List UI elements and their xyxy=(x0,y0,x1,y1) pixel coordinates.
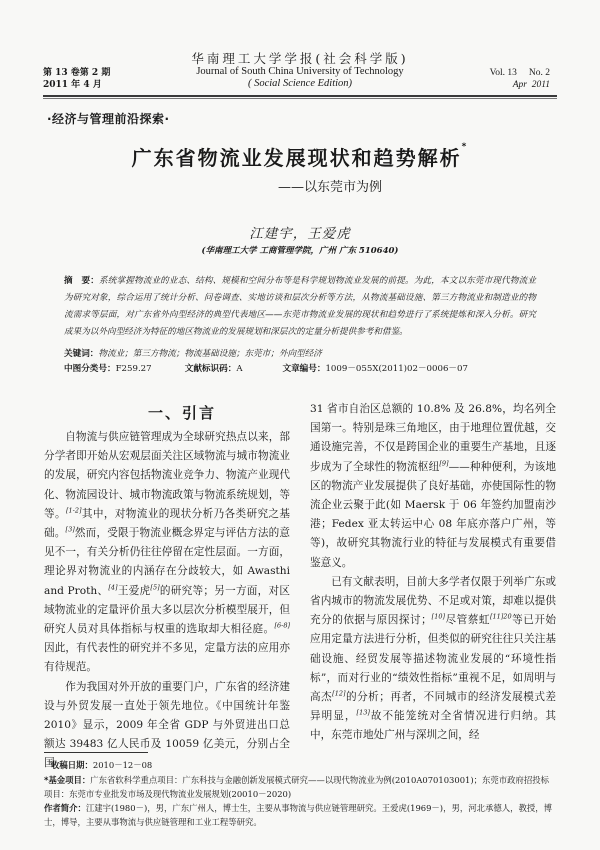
header-month: Apr xyxy=(512,80,527,90)
footnote-received xyxy=(44,758,554,772)
article-title xyxy=(0,142,600,171)
header-year: 2011 xyxy=(531,80,550,90)
fund-label: *基金项目： xyxy=(44,775,91,785)
header-rule xyxy=(43,95,557,97)
paragraph xyxy=(310,400,556,573)
paragraph-text: 的分析；再者，不同城市的经济发展模式差异明显， xyxy=(310,691,557,723)
title-footnote-mark: * xyxy=(461,142,469,152)
paragraph-text: 已有文献表明，目前大多学者仅限于列举广东或省内城市的物流发展优势、不足或对策，却难以提供充分的依据与原因探讨； xyxy=(310,575,556,627)
doc-code-value: A xyxy=(236,364,243,374)
article-no-value: 1009－055X(2011)02－0006－07 xyxy=(325,364,468,374)
clc-label: 中图分类号： xyxy=(64,364,116,374)
received-label: 收稿日期： xyxy=(51,760,93,770)
header-no: No. 2 xyxy=(528,68,550,78)
paragraph-text: 其中，对物流业的现状分析乃各类研究之基础。 xyxy=(44,507,291,540)
classification-row xyxy=(64,362,468,376)
abstract xyxy=(64,273,536,341)
header-vol: Vol. 13 xyxy=(489,68,517,78)
body-column-right xyxy=(310,400,556,746)
header-volume-en xyxy=(490,67,550,91)
footnote-author xyxy=(44,801,554,829)
citation: [11]20 xyxy=(489,612,512,621)
paragraph: 作为我国对外开放的重要门户，广东省的经济建设与外贸发展一直处于领先地位。《中国统计年鉴 2010》显示，2009 年全省 GDP 与外贸进出口总额达 39483 亿人民币及 10059 亿美元，分别占全国 xyxy=(44,680,290,770)
citation: [1-2] xyxy=(65,506,82,515)
journal-name-cn: 华南理工大学学报(社会科学版) xyxy=(191,51,409,66)
header-date: 2011 年 4 月 xyxy=(43,80,102,90)
footnote-rule xyxy=(44,752,148,753)
header-issue-info xyxy=(43,67,110,91)
paragraph-text: 因此，有代表性的研究并不多见，定量方法的应用亦有待规范。 xyxy=(44,642,290,674)
clc-value: F259.27 xyxy=(115,364,152,374)
received-value: 2010－12－08 xyxy=(92,760,153,770)
citation: [3] xyxy=(65,525,75,534)
body-column-left xyxy=(44,400,290,774)
header-rule-thin xyxy=(43,98,557,99)
paragraph-text: 的研究等；另一方面，对区域物流业的定量评价虽大多以层次分析模型展开，但研究人员对具体指标与权重的选取却大相径庭。 xyxy=(44,584,290,636)
paragraph xyxy=(310,573,556,746)
citation: [9] xyxy=(439,459,449,468)
header-volume-issue: 第 13 卷第 2 期 xyxy=(43,68,111,78)
author-bio-value: 江建宇(1980－)，男，广东广州人，博士生，主要从事物流与供应链管理研究。王爱虎(1969－)，男，河北承德人，教授，博士，博导，主要从事物流与供应链管理和工业工程等研究。 xyxy=(44,803,552,827)
paragraph-text: 王爱虎 xyxy=(117,584,151,597)
author-bio-label: 作者简介： xyxy=(44,803,86,813)
section-heading: 一、引言 xyxy=(147,404,216,422)
article-no-label: 文章编号： xyxy=(282,364,326,374)
citation: [4] xyxy=(108,583,118,592)
journal-name-en: Journal of South China University of Technology xyxy=(196,66,404,77)
citation: [6-8] xyxy=(274,621,290,630)
article-affiliation: (华南理工大学 工商管理学院，广州 广东 510640) xyxy=(201,246,399,256)
footnote-fund xyxy=(44,773,554,801)
keywords xyxy=(64,347,536,361)
citation: [12] xyxy=(332,689,346,698)
paragraph-text: ——种种便利，为该地区的物流产业发展提供了良好基础，亦使国际性的物流企业云聚于此(如 Maersk 于 06 年签约加盟南沙港；Fedex 亚太转运中心 08 年底亦落户广州，等等)，故研究其物流行业的特征与发展模式有重要借鉴意义。 xyxy=(310,460,557,569)
citation: [13] xyxy=(356,708,370,717)
fund-value: 广东省软科学重点项目：广东科技与金融创新发展模式研究——以现代物流业为例(2010A070103001)；东莞市政府招投标项目：东莞市专业批发市场及现代物流业发展规划(20010－2020) xyxy=(44,775,549,799)
paragraph-text: 等已开始应用定量方法进行分析，但类似的研究往往只关注基础设施、经贸发展等描述物流业发展的“环境性指标”，而对行业的“绩效性指标”重视不足，如周明与高杰 xyxy=(310,614,557,704)
article-subtitle: ——以东莞市为例 xyxy=(277,180,382,195)
paragraph-text: 31 省市自治区总额的 10.8% 及 26.8%，均名列全国第一。特别是珠三角地区，由于地理位置优越，交通设施完善，不仅是跨国企业的重要生产基地，且逐步成为了全球性的物流枢纽 xyxy=(310,403,556,473)
column-tag: ·经济与管理前沿探索· xyxy=(47,112,170,126)
doc-code-label: 文献标识码： xyxy=(184,364,237,374)
citation: [5] xyxy=(150,583,160,592)
footnotes xyxy=(44,758,554,829)
paragraph xyxy=(44,428,290,678)
header-journal-name xyxy=(150,51,450,90)
paragraph-text: 尽管蔡虹 xyxy=(445,614,490,627)
paragraph-text: 故不能笼统对全省情况进行归纳。其中，东莞市地处广州与深圳之间，经 xyxy=(310,710,556,742)
journal-edition-en: ( Social Science Edition) xyxy=(247,78,353,89)
citation: [10] xyxy=(431,612,446,621)
abstract-label: 摘 要： xyxy=(64,276,99,286)
keywords-values: 物流业；第三方物流；物流基础设施；东莞市；外向型经济 xyxy=(98,349,322,359)
paragraph-text: 自物流与供应链管理成为全球研究热点以来，部分学者即开始从宏观层面关注区域物流与城市物流业的发展，研究内容包括物流业竞争力、物流产业现代化、物流园设计、城市物流政策与物流系统规划，等等。 xyxy=(44,431,290,520)
keywords-label: 关键词： xyxy=(64,349,99,359)
paragraph-text: 然而，受限于物流业概念界定与评估方法的意见不一，有关分析仍往往停留在定性层面。一方面，理论界对物流业的内涵存在分歧较大，如 Awasthi and Proth、 xyxy=(44,527,291,597)
article-title-text: 广东省物流业发展现状和趋势解析 xyxy=(131,146,462,170)
article-authors: 江建宇，王爱虎 xyxy=(249,226,351,242)
abstract-text: 系统掌握物流业的业态、结构、规模和空间分布等是科学规划物流业发展的前提。为此，本文以东莞市现代物流业为研究对象，综合运用了统计分析、问卷调查、实地访谈和层次分析等方法，从物流基础设施、第三方物流业和制造业的物流需求等层面，对广东省外向型经济的典型代表地区——东莞市物流业发展的现状和趋势进行了系统提炼和深入分析。研究成果为以外向型经济为特征的地区物流业的发展规划和深层次的定量分析提供参考和借鉴。 xyxy=(64,276,536,337)
